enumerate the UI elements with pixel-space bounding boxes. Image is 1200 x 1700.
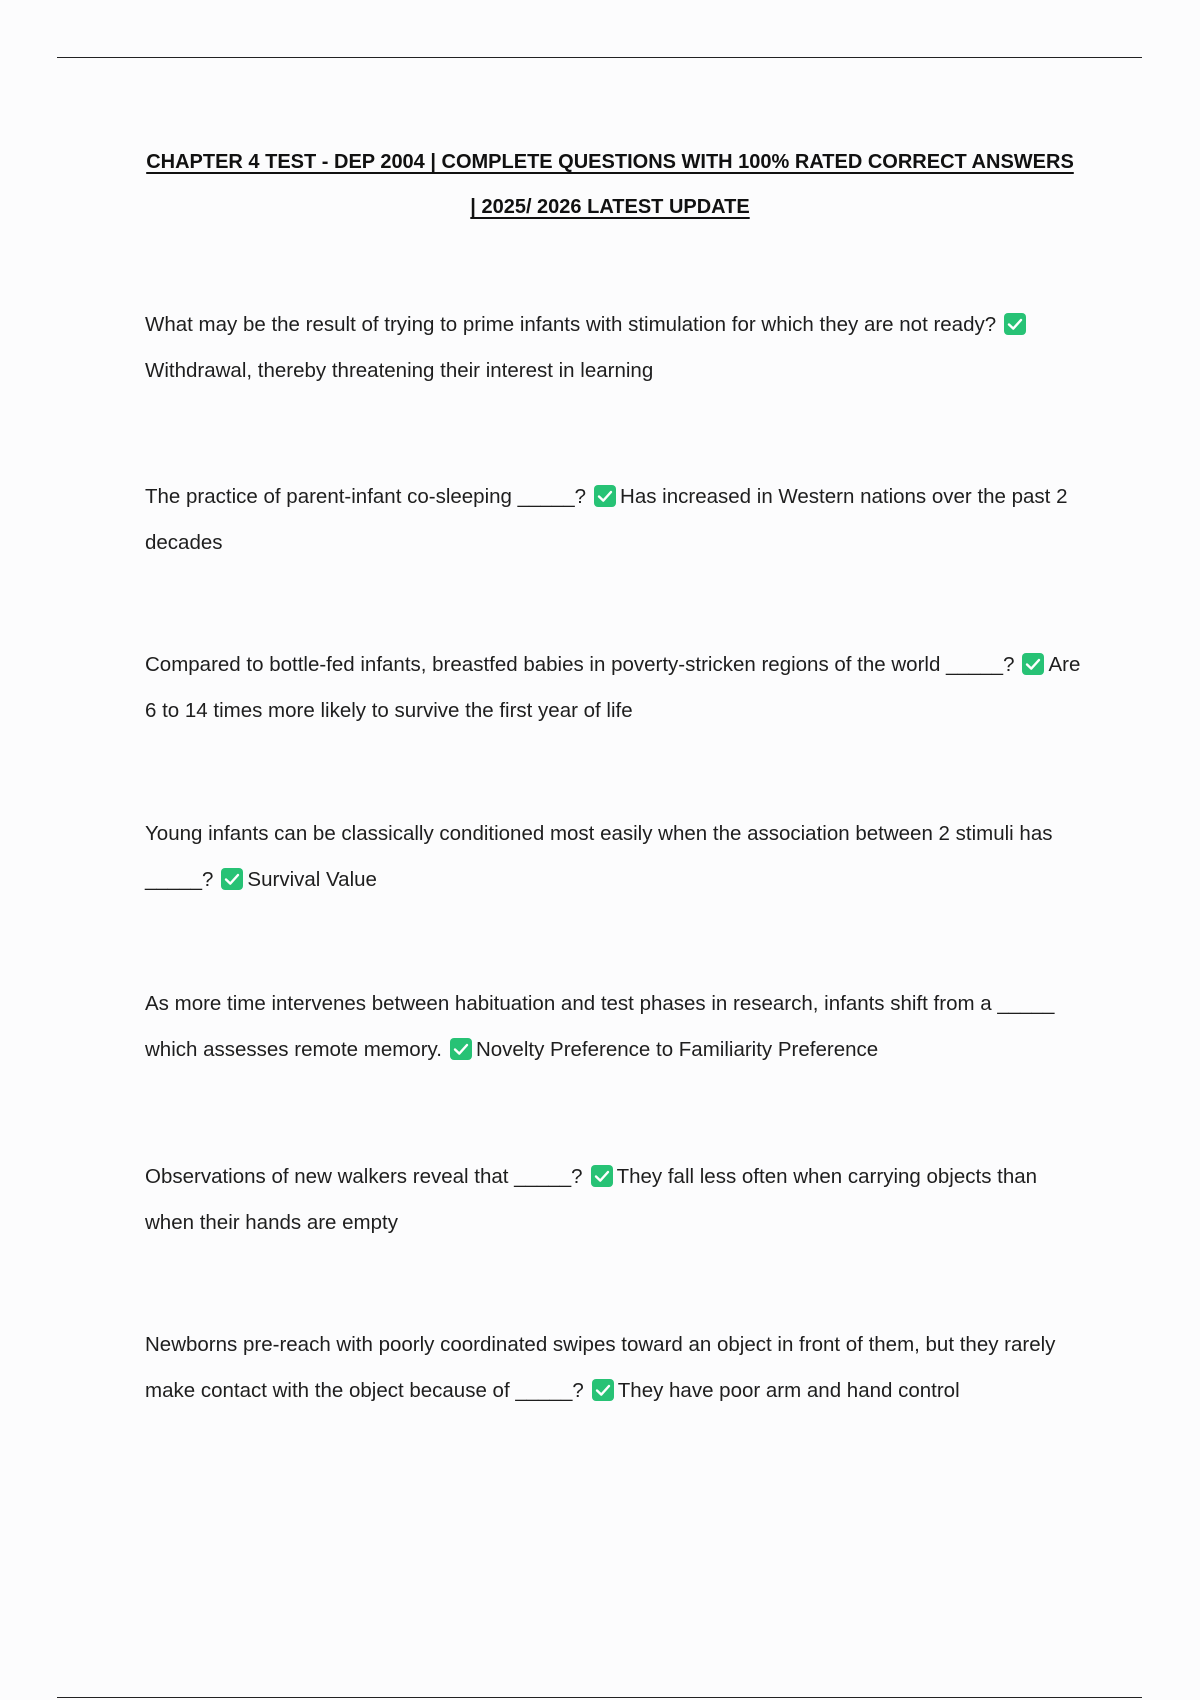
qa-item-7 <box>145 1322 1090 1414</box>
question-text: The practice of parent-infant co-sleeping _____? <box>145 485 587 508</box>
check-mark-icon <box>592 1379 614 1401</box>
qa-item-4 <box>145 811 1090 903</box>
qa-item-2 <box>145 474 1090 566</box>
answer-text: Survival Value <box>247 868 377 891</box>
bottom-rule <box>57 1697 1142 1698</box>
check-mark-icon <box>450 1038 472 1060</box>
qa-item-3 <box>145 642 1090 734</box>
question-text: Young infants can be classically conditioned most easily when the association between 2 stimuli has _____? <box>145 822 1053 891</box>
check-mark-icon <box>594 485 616 507</box>
answer-text: Withdrawal, thereby threatening their interest in learning <box>145 359 654 382</box>
title-line-2: | 2025/ 2026 LATEST UPDATE <box>470 196 750 218</box>
question-text: What may be the result of trying to prime infants with stimulation for which they are not ready? <box>145 313 997 336</box>
question-text: Newborns pre-reach with poorly coordinated swipes toward an object in front of them, but they rarely make contact with the object because of _____? <box>145 1333 1056 1402</box>
answer-text: They have poor arm and hand control <box>617 1379 960 1402</box>
answer-text: Are 6 to 14 times more likely to survive the first year of life <box>145 653 1081 722</box>
qa-item-1 <box>145 302 1090 394</box>
check-mark-icon <box>1004 313 1026 335</box>
check-mark-icon <box>591 1165 613 1187</box>
title-line-1: CHAPTER 4 TEST - DEP 2004 | COMPLETE QUESTIONS WITH 100% RATED CORRECT ANSWERS <box>146 151 1074 173</box>
document-title <box>130 140 1090 230</box>
question-text: As more time intervenes between habituation and test phases in research, infants shift from a _____ which assesses remote memory. <box>145 992 1055 1061</box>
check-mark-icon <box>221 868 243 890</box>
answer-text: They fall less often when carrying objects than when their hands are empty <box>145 1165 1038 1234</box>
top-rule <box>57 57 1142 58</box>
answer-text: Novelty Preference to Familiarity Preference <box>475 1038 879 1061</box>
question-text: Compared to bottle-fed infants, breastfed babies in poverty-stricken regions of the world _____? <box>145 653 1015 676</box>
qa-item-6 <box>145 1154 1090 1246</box>
qa-item-5 <box>145 981 1090 1073</box>
answer-text: Has increased in Western nations over the past 2 decades <box>145 485 1068 554</box>
question-text: Observations of new walkers reveal that _____? <box>145 1165 583 1188</box>
check-mark-icon <box>1022 653 1044 675</box>
